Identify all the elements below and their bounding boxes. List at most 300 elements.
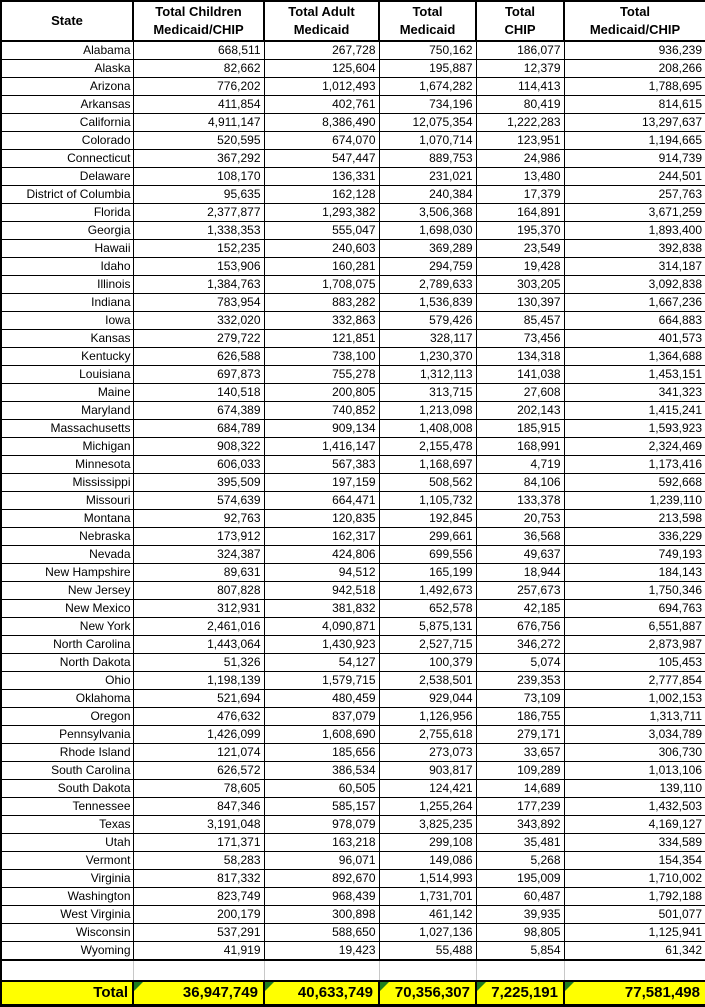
value-cell: 1,312,113	[379, 366, 476, 384]
state-cell: Missouri	[1, 492, 133, 510]
state-cell: Colorado	[1, 132, 133, 150]
state-cell: Georgia	[1, 222, 133, 240]
table-row	[1, 456, 705, 474]
value-cell: 58,283	[133, 852, 264, 870]
value-cell: 36,568	[476, 528, 564, 546]
table-row	[1, 708, 705, 726]
value-cell: 313,715	[379, 384, 476, 402]
value-cell: 664,883	[564, 312, 705, 330]
table-row	[1, 330, 705, 348]
value-cell: 54,127	[264, 654, 379, 672]
value-cell: 168,991	[476, 438, 564, 456]
value-cell: 2,789,633	[379, 276, 476, 294]
value-cell: 195,009	[476, 870, 564, 888]
value-cell: 39,935	[476, 906, 564, 924]
value-cell: 1,230,370	[379, 348, 476, 366]
value-cell: 1,788,695	[564, 78, 705, 96]
value-cell: 1,070,714	[379, 132, 476, 150]
value-cell: 889,753	[379, 150, 476, 168]
value-cell: 213,598	[564, 510, 705, 528]
state-cell: New Mexico	[1, 600, 133, 618]
value-cell: 480,459	[264, 690, 379, 708]
value-cell: 1,443,064	[133, 636, 264, 654]
value-cell: 171,371	[133, 834, 264, 852]
value-cell: 537,291	[133, 924, 264, 942]
value-cell: 1,013,106	[564, 762, 705, 780]
value-cell: 1,415,241	[564, 402, 705, 420]
value-cell: 300,898	[264, 906, 379, 924]
state-cell: North Dakota	[1, 654, 133, 672]
value-cell: 13,480	[476, 168, 564, 186]
value-cell: 1,514,993	[379, 870, 476, 888]
value-cell: 96,071	[264, 852, 379, 870]
flag-triangle-icon	[565, 982, 574, 991]
value-cell: 501,077	[564, 906, 705, 924]
value-cell: 978,079	[264, 816, 379, 834]
value-cell: 1,432,503	[564, 798, 705, 816]
state-cell: North Carolina	[1, 636, 133, 654]
value-cell: 1,536,839	[379, 294, 476, 312]
value-cell: 3,092,838	[564, 276, 705, 294]
value-cell: 4,169,127	[564, 816, 705, 834]
value-cell: 740,852	[264, 402, 379, 420]
value-cell: 120,835	[264, 510, 379, 528]
state-cell: Hawaii	[1, 240, 133, 258]
value-cell: 279,722	[133, 330, 264, 348]
value-cell: 163,218	[264, 834, 379, 852]
table-row	[1, 546, 705, 564]
value-cell: 1,002,153	[564, 690, 705, 708]
table-row	[1, 816, 705, 834]
value-cell: 749,193	[564, 546, 705, 564]
value-cell: 401,573	[564, 330, 705, 348]
value-cell: 6,551,887	[564, 618, 705, 636]
value-cell: 184,143	[564, 564, 705, 582]
value-cell: 579,426	[379, 312, 476, 330]
value-cell: 121,074	[133, 744, 264, 762]
value-cell: 140,518	[133, 384, 264, 402]
total-chip-cell: 7,225,191	[476, 981, 564, 1006]
value-cell: 108,170	[133, 168, 264, 186]
value-cell: 4,719	[476, 456, 564, 474]
value-cell: 343,892	[476, 816, 564, 834]
value-cell: 332,020	[133, 312, 264, 330]
state-cell: South Carolina	[1, 762, 133, 780]
state-cell: Connecticut	[1, 150, 133, 168]
value-cell: 2,777,854	[564, 672, 705, 690]
value-cell: 27,608	[476, 384, 564, 402]
flag-triangle-icon	[265, 982, 274, 991]
state-cell: Massachusetts	[1, 420, 133, 438]
value-cell: 173,912	[133, 528, 264, 546]
value-cell: 574,639	[133, 492, 264, 510]
value-cell: 411,854	[133, 96, 264, 114]
value-cell: 153,906	[133, 258, 264, 276]
value-cell: 847,346	[133, 798, 264, 816]
value-cell: 5,268	[476, 852, 564, 870]
table-row	[1, 366, 705, 384]
value-cell: 508,562	[379, 474, 476, 492]
value-cell: 676,756	[476, 618, 564, 636]
value-cell: 776,202	[133, 78, 264, 96]
value-cell: 3,825,235	[379, 816, 476, 834]
value-cell: 80,419	[476, 96, 564, 114]
state-cell: Virginia	[1, 870, 133, 888]
value-cell: 1,674,282	[379, 78, 476, 96]
value-cell: 55,488	[379, 942, 476, 961]
table-row	[1, 528, 705, 546]
total-children-medicaid-chip-cell: 36,947,749	[133, 981, 264, 1006]
total-medicaid-cell: 70,356,307	[379, 981, 476, 1006]
value-cell: 1,731,701	[379, 888, 476, 906]
value-cell: 152,235	[133, 240, 264, 258]
value-cell: 162,317	[264, 528, 379, 546]
value-cell: 1,608,690	[264, 726, 379, 744]
col-header-adult-medicaid: Total Adult Medicaid	[264, 1, 379, 41]
value-cell: 626,588	[133, 348, 264, 366]
value-cell: 652,578	[379, 600, 476, 618]
value-cell: 1,255,264	[379, 798, 476, 816]
value-cell: 334,589	[564, 834, 705, 852]
value-cell: 807,828	[133, 582, 264, 600]
value-cell: 1,408,008	[379, 420, 476, 438]
value-cell: 395,509	[133, 474, 264, 492]
value-cell: 125,604	[264, 60, 379, 78]
table-row	[1, 168, 705, 186]
table-row	[1, 114, 705, 132]
value-cell: 1,579,715	[264, 672, 379, 690]
table-row	[1, 492, 705, 510]
value-cell: 1,125,941	[564, 924, 705, 942]
state-cell: Rhode Island	[1, 744, 133, 762]
value-cell: 20,753	[476, 510, 564, 528]
value-cell: 84,106	[476, 474, 564, 492]
value-cell: 51,326	[133, 654, 264, 672]
state-cell: Oregon	[1, 708, 133, 726]
value-cell: 461,142	[379, 906, 476, 924]
state-cell: Ohio	[1, 672, 133, 690]
value-cell: 909,134	[264, 420, 379, 438]
value-cell: 903,817	[379, 762, 476, 780]
table-row	[1, 240, 705, 258]
value-cell: 162,128	[264, 186, 379, 204]
table-row	[1, 690, 705, 708]
value-cell: 73,109	[476, 690, 564, 708]
value-cell: 294,759	[379, 258, 476, 276]
value-cell: 303,205	[476, 276, 564, 294]
state-cell: New York	[1, 618, 133, 636]
value-cell: 60,505	[264, 780, 379, 798]
state-cell: Kansas	[1, 330, 133, 348]
state-cell: South Dakota	[1, 780, 133, 798]
table-row	[1, 258, 705, 276]
value-cell: 585,157	[264, 798, 379, 816]
state-cell: Montana	[1, 510, 133, 528]
state-cell: Wyoming	[1, 942, 133, 961]
value-cell: 1,126,956	[379, 708, 476, 726]
table-row	[1, 654, 705, 672]
value-cell: 697,873	[133, 366, 264, 384]
value-cell: 684,789	[133, 420, 264, 438]
value-cell: 346,272	[476, 636, 564, 654]
flag-triangle-icon	[477, 982, 486, 991]
value-cell: 78,605	[133, 780, 264, 798]
col-header-state: State	[1, 1, 133, 41]
table-row	[1, 672, 705, 690]
value-cell: 521,694	[133, 690, 264, 708]
value-cell: 41,919	[133, 942, 264, 961]
value-cell: 2,527,715	[379, 636, 476, 654]
state-cell: Nebraska	[1, 528, 133, 546]
table-row	[1, 186, 705, 204]
value-cell: 814,615	[564, 96, 705, 114]
total-adult-medicaid-cell: 40,633,749	[264, 981, 379, 1006]
table-row	[1, 582, 705, 600]
table-row	[1, 78, 705, 96]
value-cell: 4,911,147	[133, 114, 264, 132]
value-cell: 324,387	[133, 546, 264, 564]
value-cell: 908,322	[133, 438, 264, 456]
state-cell: California	[1, 114, 133, 132]
state-cell: Iowa	[1, 312, 133, 330]
state-cell: Pennsylvania	[1, 726, 133, 744]
value-cell: 942,518	[264, 582, 379, 600]
state-cell: Louisiana	[1, 366, 133, 384]
value-cell: 1,426,099	[133, 726, 264, 744]
state-cell: Maryland	[1, 402, 133, 420]
value-cell: 402,761	[264, 96, 379, 114]
value-cell: 823,749	[133, 888, 264, 906]
value-cell: 2,155,478	[379, 438, 476, 456]
state-cell: Tennessee	[1, 798, 133, 816]
value-cell: 13,297,637	[564, 114, 705, 132]
value-cell: 12,075,354	[379, 114, 476, 132]
value-cell: 33,657	[476, 744, 564, 762]
value-cell: 257,763	[564, 186, 705, 204]
value-cell: 892,670	[264, 870, 379, 888]
state-cell: New Hampshire	[1, 564, 133, 582]
table-row	[1, 294, 705, 312]
table-row	[1, 852, 705, 870]
table-row	[1, 150, 705, 168]
spacer-cell	[133, 960, 264, 981]
value-cell: 200,179	[133, 906, 264, 924]
value-cell: 134,318	[476, 348, 564, 366]
table-row	[1, 636, 705, 654]
value-cell: 1,698,030	[379, 222, 476, 240]
value-cell: 2,755,618	[379, 726, 476, 744]
value-cell: 121,851	[264, 330, 379, 348]
value-cell: 267,728	[264, 41, 379, 60]
col-header-total-medicaid: Total Medicaid	[379, 1, 476, 41]
value-cell: 1,198,139	[133, 672, 264, 690]
value-cell: 1,710,002	[564, 870, 705, 888]
value-cell: 139,110	[564, 780, 705, 798]
value-cell: 186,077	[476, 41, 564, 60]
value-cell: 555,047	[264, 222, 379, 240]
value-cell: 105,453	[564, 654, 705, 672]
value-cell: 674,389	[133, 402, 264, 420]
state-cell: Michigan	[1, 438, 133, 456]
table-row	[1, 780, 705, 798]
value-cell: 1,173,416	[564, 456, 705, 474]
value-cell: 4,090,871	[264, 618, 379, 636]
table-row	[1, 744, 705, 762]
value-cell: 734,196	[379, 96, 476, 114]
table-row	[1, 222, 705, 240]
value-cell: 2,538,501	[379, 672, 476, 690]
table-row	[1, 420, 705, 438]
value-cell: 19,428	[476, 258, 564, 276]
total-row	[1, 981, 705, 1006]
value-cell: 98,805	[476, 924, 564, 942]
value-cell: 3,506,368	[379, 204, 476, 222]
value-cell: 114,413	[476, 78, 564, 96]
value-cell: 164,891	[476, 204, 564, 222]
value-cell: 1,364,688	[564, 348, 705, 366]
value-cell: 1,012,493	[264, 78, 379, 96]
state-cell: Alabama	[1, 41, 133, 60]
state-cell: Texas	[1, 816, 133, 834]
value-cell: 208,266	[564, 60, 705, 78]
value-cell: 3,191,048	[133, 816, 264, 834]
table-row	[1, 312, 705, 330]
value-cell: 392,838	[564, 240, 705, 258]
value-cell: 3,034,789	[564, 726, 705, 744]
value-cell: 929,044	[379, 690, 476, 708]
state-cell: Nevada	[1, 546, 133, 564]
value-cell: 738,100	[264, 348, 379, 366]
spacer-row	[1, 960, 705, 981]
table-row	[1, 204, 705, 222]
value-cell: 195,887	[379, 60, 476, 78]
flag-triangle-icon	[380, 982, 389, 991]
value-cell: 85,457	[476, 312, 564, 330]
value-cell: 306,730	[564, 744, 705, 762]
value-cell: 231,021	[379, 168, 476, 186]
value-cell: 520,595	[133, 132, 264, 150]
value-cell: 240,384	[379, 186, 476, 204]
value-cell: 1,313,711	[564, 708, 705, 726]
value-cell: 386,534	[264, 762, 379, 780]
state-cell: Vermont	[1, 852, 133, 870]
value-cell: 197,159	[264, 474, 379, 492]
value-cell: 1,105,732	[379, 492, 476, 510]
value-cell: 1,750,346	[564, 582, 705, 600]
state-cell: New Jersey	[1, 582, 133, 600]
value-cell: 8,386,490	[264, 114, 379, 132]
value-cell: 1,708,075	[264, 276, 379, 294]
value-cell: 1,492,673	[379, 582, 476, 600]
table-row	[1, 888, 705, 906]
table-row	[1, 41, 705, 60]
value-cell: 299,108	[379, 834, 476, 852]
table-row	[1, 564, 705, 582]
spacer-cell	[564, 960, 705, 981]
value-cell: 626,572	[133, 762, 264, 780]
flag-triangle-icon	[134, 982, 143, 991]
value-cell: 141,038	[476, 366, 564, 384]
value-cell: 1,213,098	[379, 402, 476, 420]
value-cell: 1,293,382	[264, 204, 379, 222]
state-cell: Washington	[1, 888, 133, 906]
value-cell: 1,338,353	[133, 222, 264, 240]
value-cell: 606,033	[133, 456, 264, 474]
value-cell: 240,603	[264, 240, 379, 258]
value-cell: 1,667,236	[564, 294, 705, 312]
value-cell: 186,755	[476, 708, 564, 726]
value-cell: 195,370	[476, 222, 564, 240]
value-cell: 185,915	[476, 420, 564, 438]
table-row	[1, 618, 705, 636]
state-cell: Kentucky	[1, 348, 133, 366]
value-cell: 177,239	[476, 798, 564, 816]
state-cell: Idaho	[1, 258, 133, 276]
value-cell: 130,397	[476, 294, 564, 312]
value-cell: 49,637	[476, 546, 564, 564]
value-cell: 73,456	[476, 330, 564, 348]
value-cell: 783,954	[133, 294, 264, 312]
value-cell: 936,239	[564, 41, 705, 60]
value-cell: 192,845	[379, 510, 476, 528]
table-row	[1, 474, 705, 492]
value-cell: 12,379	[476, 60, 564, 78]
value-cell: 381,832	[264, 600, 379, 618]
table-row	[1, 276, 705, 294]
value-cell: 35,481	[476, 834, 564, 852]
value-cell: 19,423	[264, 942, 379, 961]
state-cell: Indiana	[1, 294, 133, 312]
value-cell: 202,143	[476, 402, 564, 420]
spacer-cell	[264, 960, 379, 981]
value-cell: 149,086	[379, 852, 476, 870]
spacer-cell	[1, 960, 133, 981]
table-row	[1, 906, 705, 924]
value-cell: 914,739	[564, 150, 705, 168]
value-cell: 1,168,697	[379, 456, 476, 474]
value-cell: 95,635	[133, 186, 264, 204]
value-cell: 369,289	[379, 240, 476, 258]
value-cell: 1,416,147	[264, 438, 379, 456]
value-cell: 3,671,259	[564, 204, 705, 222]
value-cell: 1,194,665	[564, 132, 705, 150]
state-cell: Wisconsin	[1, 924, 133, 942]
value-cell: 185,656	[264, 744, 379, 762]
value-cell: 694,763	[564, 600, 705, 618]
table-row	[1, 600, 705, 618]
spacer-cell	[379, 960, 476, 981]
state-cell: Minnesota	[1, 456, 133, 474]
state-cell: Alaska	[1, 60, 133, 78]
value-cell: 257,673	[476, 582, 564, 600]
total-medicaid-chip-cell: 77,581,498	[564, 981, 705, 1006]
value-cell: 239,353	[476, 672, 564, 690]
value-cell: 547,447	[264, 150, 379, 168]
state-cell: Mississippi	[1, 474, 133, 492]
value-cell: 314,187	[564, 258, 705, 276]
table-row	[1, 726, 705, 744]
value-cell: 1,027,136	[379, 924, 476, 942]
state-cell: Delaware	[1, 168, 133, 186]
value-cell: 133,378	[476, 492, 564, 510]
value-cell: 755,278	[264, 366, 379, 384]
value-cell: 14,689	[476, 780, 564, 798]
table-row	[1, 942, 705, 961]
value-cell: 341,323	[564, 384, 705, 402]
value-cell: 567,383	[264, 456, 379, 474]
value-cell: 674,070	[264, 132, 379, 150]
table-row	[1, 402, 705, 420]
